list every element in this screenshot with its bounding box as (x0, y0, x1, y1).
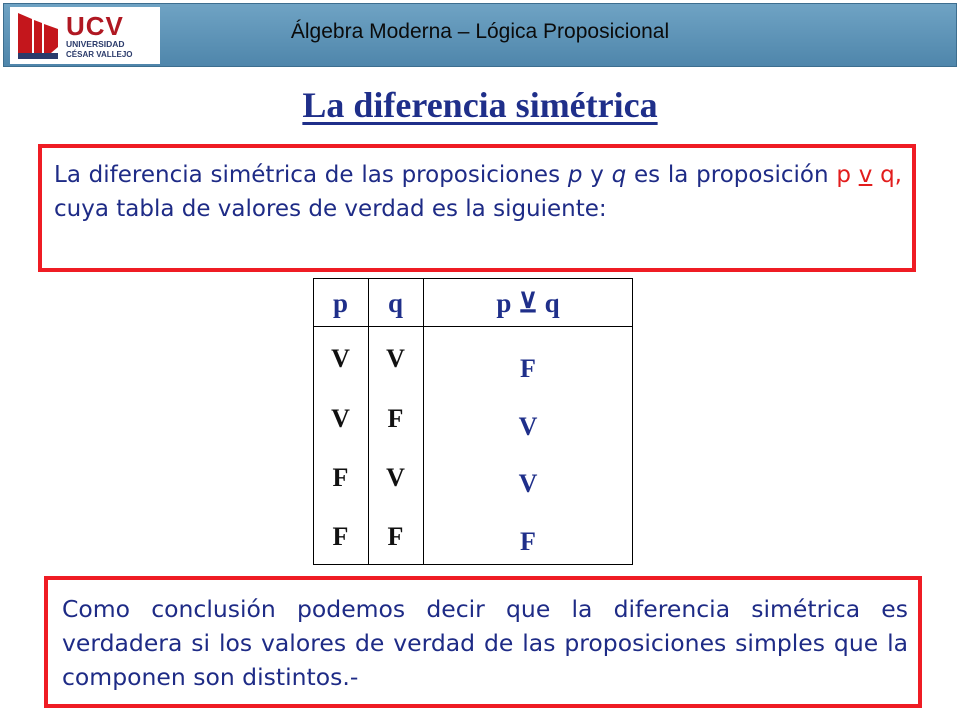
cell-result-4: F (520, 527, 536, 556)
expr-operator: v (858, 162, 873, 188)
cell-result-2: V (518, 412, 538, 441)
cell-q-2: F (387, 404, 404, 433)
logo-line1: UNIVERSIDAD (66, 39, 125, 49)
conclusion-text: Como conclusión podemos decir que la diferencia simétrica es verdadera si los valores de verdad de las proposiciones simples que la componen son distintos.- (62, 595, 908, 691)
logo-line2: CÉSAR VALLEJO (66, 50, 133, 59)
page-title: La diferencia simétrica (302, 85, 658, 125)
header-result: p ⊻ q (496, 288, 560, 318)
logo-name: UCV (66, 11, 124, 41)
table-header-rule (313, 326, 633, 327)
header-bar (0, 0, 960, 72)
var-p: p (567, 162, 583, 188)
cell-p-1: V (331, 344, 350, 373)
expr-q: q, (872, 162, 902, 188)
definition-text-2: y (582, 162, 612, 188)
cell-q-3: V (386, 463, 405, 492)
cell-q-1: V (386, 344, 405, 373)
definition-text-1: La diferencia simétrica de las proposiciones (54, 162, 568, 188)
cell-p-4: F (332, 522, 349, 551)
header-title: Álgebra Moderna – Lógica Proposicional (290, 20, 670, 43)
var-q: q (611, 162, 627, 188)
cell-p-2: V (331, 404, 350, 433)
cell-p-3: F (332, 463, 349, 492)
conclusion-box (44, 576, 922, 708)
definition-text (54, 158, 902, 226)
header-q: q (387, 288, 404, 318)
definition-text-4: cuya tabla de valores de verdad es la siguiente: (54, 196, 607, 222)
header-p: p (332, 288, 349, 318)
truth-table (313, 278, 635, 567)
definition-box (38, 144, 916, 272)
definition-text-3: es la proposición (626, 162, 837, 188)
expr-p: p (836, 162, 859, 188)
cell-result-3: V (518, 469, 538, 498)
cell-result-1: F (520, 354, 536, 383)
cell-q-4: F (387, 522, 404, 551)
